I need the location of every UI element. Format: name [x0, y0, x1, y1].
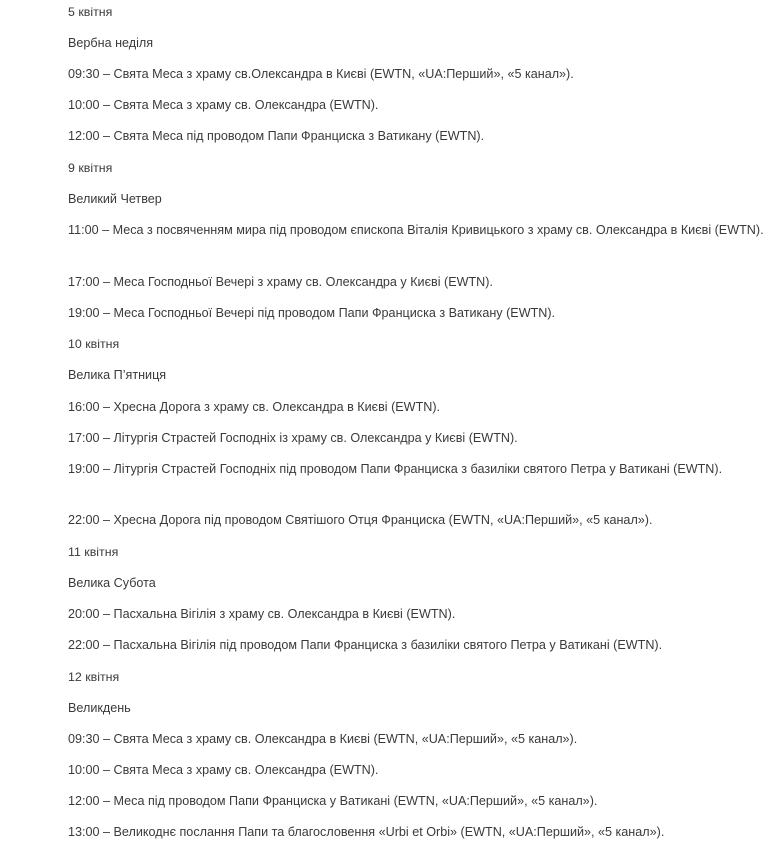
event-item: 10:00 – Свята Меса з храму св. Олександра (EWTN). [68, 98, 379, 112]
date-heading: 10 квітня [68, 337, 120, 351]
event-item: 22:00 – Пасхальна Вігілія під проводом Папи Франциска з базиліки святого Петра у Ватикані (EWTN). [68, 638, 663, 652]
event-item: 10:00 – Свята Меса з храму св. Олександра (EWTN). [68, 763, 379, 777]
event-item: 17:00 – Літургія Страстей Господніх із храму св. Олександра у Києві (EWTN). [68, 431, 518, 445]
event-item: 13:00 – Великоднє послання Папи та благословення «Urbi et Orbi» (EWTN, «UA:Перший», «5 канал»). [68, 825, 665, 839]
date-heading: 5 квітня [68, 5, 113, 19]
day-heading: Великий Четвер [68, 192, 162, 206]
date-heading: 12 квітня [68, 670, 120, 684]
event-item: 11:00 – Меса з посвяченням мира під проводом єпископа Віталія Кривицького з храму св. Олександра в Києві (EWTN). [68, 223, 764, 237]
day-heading: Великдень [68, 701, 131, 715]
event-item: 16:00 – Хресна Дорога з храму св. Олександра в Києві (EWTN). [68, 400, 441, 414]
day-heading: Велика П’ятниця [68, 368, 167, 382]
event-item: 19:00 – Меса Господньої Вечері під проводом Папи Франциска з Ватикану (EWTN). [68, 306, 556, 320]
event-item: 12:00 – Свята Меса під проводом Папи Франциска з Ватикану (EWTN). [68, 129, 485, 143]
event-item: 17:00 – Меса Господньої Вечері з храму св. Олександра у Києві (EWTN). [68, 275, 493, 289]
event-item: 20:00 – Пасхальна Вігілія з храму св. Олександра в Києві (EWTN). [68, 607, 456, 621]
date-heading: 11 квітня [68, 545, 119, 559]
event-item: 09:30 – Свята Меса з храму св. Олександра в Києві (EWTN, «UA:Перший», «5 канал»). [68, 732, 578, 746]
event-item: 22:00 – Хресна Дорога під проводом Святішого Отця Франциска (EWTN, «UA:Перший», «5 канал»). [68, 513, 653, 527]
day-heading: Вербна неділя [68, 36, 154, 50]
date-heading: 9 квітня [68, 161, 113, 175]
event-item: 12:00 – Меса під проводом Папи Франциска у Ватикані (EWTN, «UA:Перший», «5 канал»). [68, 794, 598, 808]
event-item: 19:00 – Літургія Страстей Господніх під проводом Папи Франциска з базиліки святого Петра у Ватикані (EWTN). [68, 462, 723, 476]
event-item: 09:30 – Свята Меса з храму св.Олександра в Києві (EWTN, «UA:Перший», «5 канал»). [68, 67, 574, 81]
day-heading: Велика Субота [68, 576, 156, 590]
